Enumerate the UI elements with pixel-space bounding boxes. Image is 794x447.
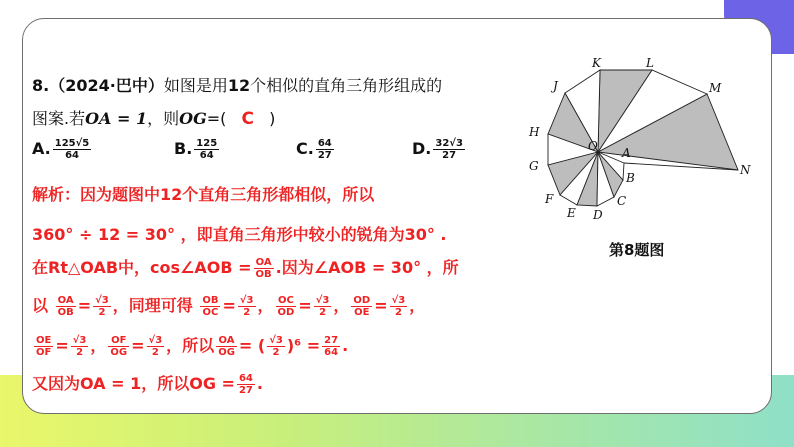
solution-fraction bbox=[71, 335, 89, 358]
fraction-numerator: 64 bbox=[317, 138, 332, 149]
fraction-denominator: OG bbox=[218, 347, 235, 358]
figure-caption: 第8题图 bbox=[609, 241, 665, 259]
solution-line-2: 360° ÷ 12 = 30° ，即直角三角形中较小的锐角为30° . bbox=[32, 225, 447, 244]
option-d bbox=[412, 138, 467, 161]
fraction-numerator: 64 bbox=[238, 373, 253, 384]
label-F: F bbox=[545, 192, 554, 206]
option-c bbox=[296, 138, 336, 161]
fraction-numerator: √3 bbox=[391, 295, 406, 306]
fraction-denominator: OC bbox=[202, 307, 219, 318]
solution-fraction bbox=[34, 335, 53, 358]
fraction-denominator: 64 bbox=[199, 150, 214, 161]
solution-line-1: 解析：因为题图中12个直角三角形都相似，所以 bbox=[32, 185, 375, 204]
fraction-denominator: OB bbox=[57, 307, 74, 318]
solution-fraction bbox=[216, 335, 237, 358]
solution-line-4 bbox=[32, 293, 425, 318]
option-label: B. bbox=[174, 139, 193, 158]
option-fraction bbox=[316, 138, 334, 161]
question-source: （2024·巴中） bbox=[49, 76, 164, 95]
solution-fraction bbox=[93, 295, 111, 318]
solution-line-6 bbox=[32, 371, 263, 396]
solution-text: ， bbox=[333, 296, 350, 315]
solution-text: = ( bbox=[238, 336, 266, 355]
solution-text: 在Rt△OAB中，cos∠AOB = bbox=[32, 258, 252, 277]
fraction-numerator: √3 bbox=[269, 335, 283, 346]
solution-text: = bbox=[77, 296, 92, 315]
solution-fraction bbox=[267, 335, 285, 358]
label-A: A bbox=[622, 146, 631, 160]
stem-text: 图案.若 bbox=[32, 109, 86, 128]
fraction-denominator: 2 bbox=[151, 347, 159, 358]
question-stem-line-2 bbox=[32, 106, 275, 129]
fraction-denominator: OE bbox=[354, 307, 370, 318]
option-label: C. bbox=[296, 139, 314, 158]
stem-number: 12 bbox=[227, 76, 251, 95]
fraction-denominator: 64 bbox=[324, 347, 339, 358]
fraction-numerator: OE bbox=[36, 335, 52, 346]
fraction-denominator: 2 bbox=[394, 307, 402, 318]
option-a bbox=[32, 138, 93, 161]
solution-text: ， bbox=[90, 336, 107, 355]
solution-fraction bbox=[237, 373, 255, 396]
solution-text: 又因为OA = 1，所以OG = bbox=[32, 374, 235, 393]
fraction-numerator: 32√3 bbox=[435, 138, 463, 149]
solution-fraction bbox=[200, 295, 220, 318]
option-fraction bbox=[53, 138, 92, 161]
label-B: B bbox=[626, 171, 635, 185]
label-H: H bbox=[529, 125, 540, 139]
stem-math: OG bbox=[179, 109, 207, 128]
solution-fraction bbox=[314, 295, 332, 318]
fraction-numerator: √3 bbox=[95, 295, 109, 306]
fraction-denominator: 27 bbox=[442, 150, 457, 161]
stem-math: OA = 1 bbox=[85, 109, 148, 128]
fraction-numerator: 27 bbox=[324, 335, 339, 346]
label-D: D bbox=[593, 208, 603, 222]
fraction-numerator: √3 bbox=[239, 295, 254, 306]
solution-fraction bbox=[108, 335, 129, 358]
solution-fraction bbox=[147, 335, 165, 358]
solution-text: )⁶ = bbox=[286, 336, 321, 355]
fraction-numerator: OA bbox=[216, 335, 237, 347]
option-label: A. bbox=[32, 139, 51, 158]
stem-text: 如图是用 bbox=[163, 76, 228, 95]
fraction-numerator: √3 bbox=[315, 295, 330, 306]
fraction-numerator: 125 bbox=[196, 138, 218, 149]
fraction-denominator: 27 bbox=[317, 150, 332, 161]
fraction-numerator: OA bbox=[56, 295, 76, 307]
solution-line-3 bbox=[32, 255, 459, 280]
solution-text: ，所以 bbox=[166, 336, 215, 355]
fraction-numerator: OA bbox=[254, 257, 274, 269]
solution-fraction bbox=[351, 295, 372, 318]
solution-text: .因为∠AOB = 30° ，所 bbox=[275, 258, 459, 277]
stem-text: 个相似的直角三角形组成的 bbox=[250, 76, 443, 95]
question-stem-line-1 bbox=[32, 73, 442, 96]
spiral-triangle-figure bbox=[520, 55, 770, 230]
solution-text: ， bbox=[257, 296, 274, 315]
fraction-numerator: √3 bbox=[72, 335, 87, 346]
fraction-denominator: OG bbox=[110, 347, 128, 358]
label-J: J bbox=[553, 79, 558, 93]
option-label: D. bbox=[412, 139, 432, 158]
solution-text: = bbox=[298, 296, 312, 315]
solution-fraction bbox=[322, 335, 340, 358]
fraction-denominator: 2 bbox=[98, 307, 106, 318]
fraction-numerator: OF bbox=[108, 335, 129, 347]
label-K: K bbox=[592, 56, 601, 70]
option-b bbox=[174, 138, 221, 161]
fraction-numerator: OC bbox=[276, 295, 297, 307]
stem-text: =( bbox=[206, 109, 227, 128]
fraction-denominator: 2 bbox=[243, 307, 251, 318]
solution-text: = bbox=[222, 296, 236, 315]
solution-text: 以 bbox=[32, 296, 49, 315]
fraction-denominator: OF bbox=[36, 347, 52, 358]
solution-text: = bbox=[55, 336, 69, 355]
solution-line-5 bbox=[32, 333, 348, 358]
fraction-denominator: 64 bbox=[65, 150, 79, 161]
fraction-numerator: OD bbox=[353, 295, 371, 306]
stem-text: ，则 bbox=[147, 109, 180, 128]
solution-fraction bbox=[56, 295, 76, 318]
fraction-numerator: OB bbox=[202, 295, 219, 306]
label-G: G bbox=[529, 159, 539, 173]
label-C: C bbox=[617, 194, 627, 208]
solution-text: ， bbox=[409, 296, 426, 315]
label-O: O bbox=[588, 139, 598, 153]
solution-text: = bbox=[131, 336, 145, 355]
fraction-denominator: OB bbox=[255, 269, 272, 280]
solution-text: . bbox=[342, 336, 349, 355]
solution-text: = bbox=[374, 296, 388, 315]
label-L: L bbox=[646, 56, 654, 70]
option-fraction bbox=[194, 138, 219, 161]
fraction-denominator: 2 bbox=[319, 307, 327, 318]
fraction-denominator: OD bbox=[277, 307, 295, 318]
fraction-denominator: 2 bbox=[272, 347, 280, 358]
solution-fraction bbox=[254, 257, 274, 280]
label-E: E bbox=[567, 206, 576, 220]
solution-fraction bbox=[276, 295, 297, 318]
label-N: N bbox=[740, 163, 751, 177]
label-M: M bbox=[709, 81, 722, 95]
solution-fraction bbox=[238, 295, 256, 318]
fraction-numerator: 125√5 bbox=[54, 138, 90, 149]
fraction-numerator: √3 bbox=[148, 335, 163, 346]
solution-text: ，同理可得 bbox=[112, 296, 193, 315]
option-fraction bbox=[433, 138, 465, 161]
question-number: 8. bbox=[32, 76, 50, 95]
solution-text: . bbox=[256, 374, 263, 393]
answer-letter: C bbox=[241, 109, 254, 129]
fraction-denominator: 27 bbox=[238, 385, 253, 396]
solution-fraction bbox=[390, 295, 408, 318]
fraction-denominator: 2 bbox=[76, 347, 84, 358]
stem-text: ) bbox=[269, 109, 276, 128]
